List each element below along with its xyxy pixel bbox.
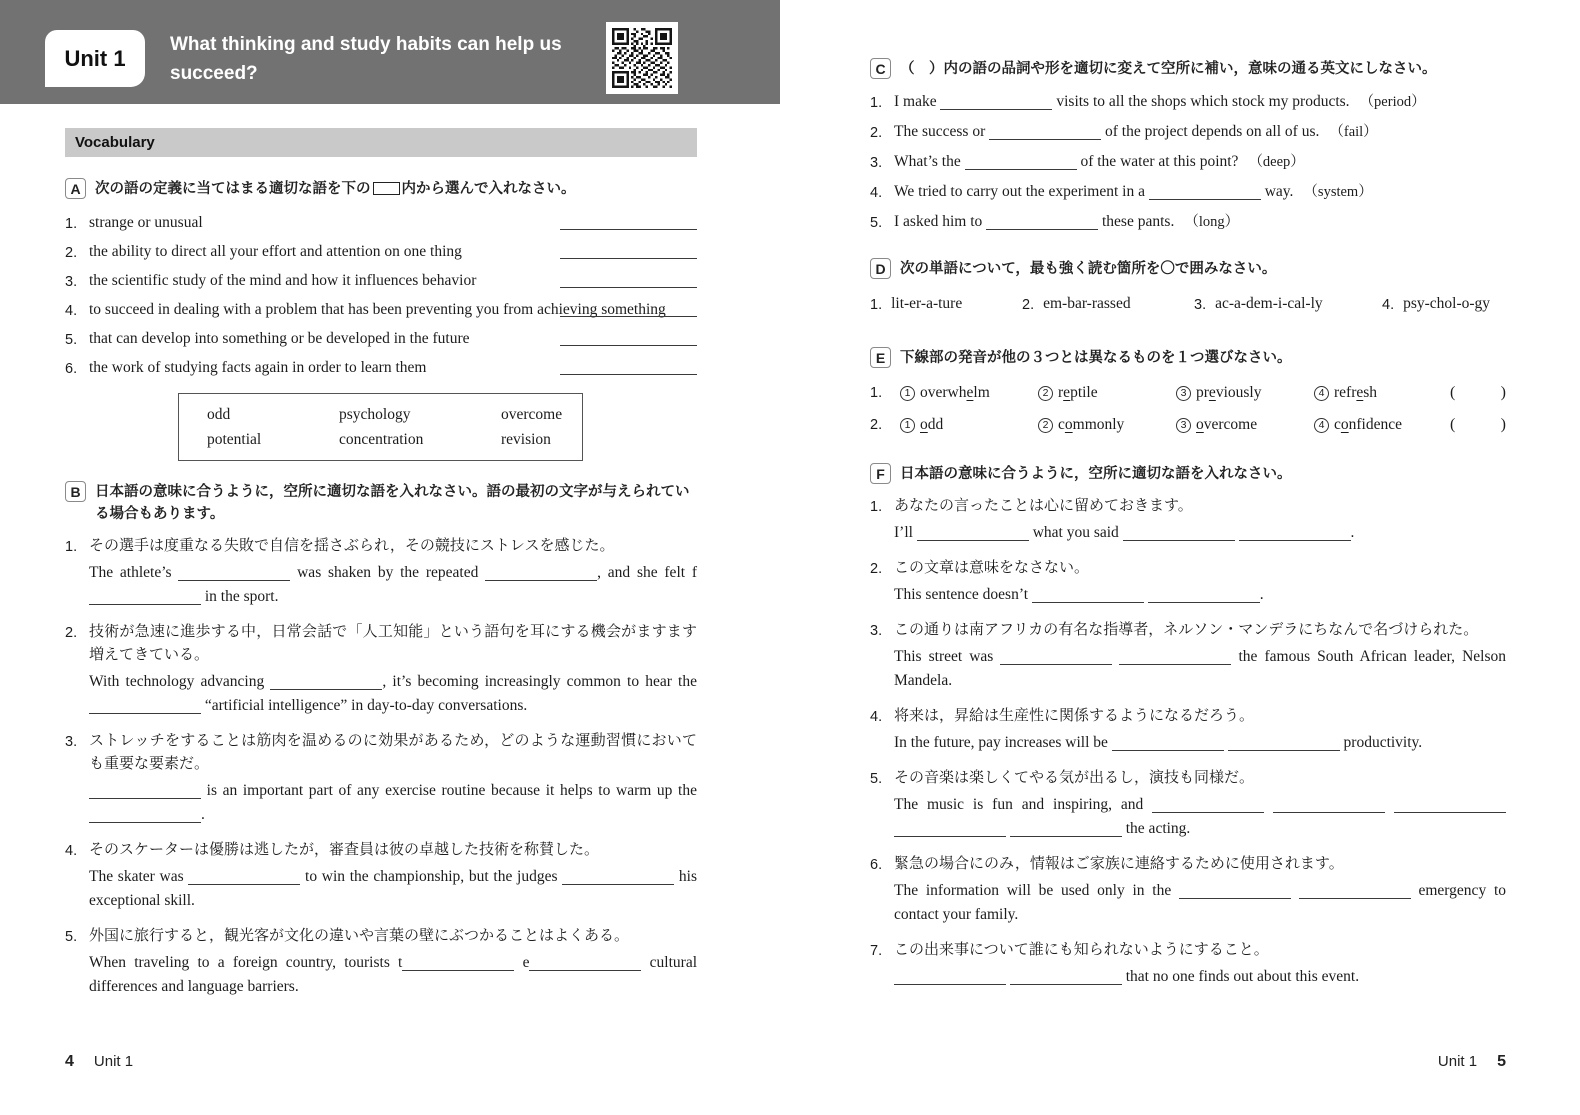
definition-item bbox=[65, 299, 697, 321]
item-number: 3. bbox=[65, 734, 78, 750]
pronunciation-row bbox=[870, 381, 1506, 405]
answer-blank bbox=[1239, 528, 1351, 541]
circled-number: 3 bbox=[1176, 418, 1191, 433]
text-fragment: The athlete’s bbox=[89, 564, 179, 581]
section-c-header bbox=[870, 58, 1506, 80]
answer-blank bbox=[1123, 528, 1235, 541]
item-number: 2. bbox=[65, 625, 78, 641]
definition-text: the ability to direct all your effort and attention on one thing bbox=[89, 243, 462, 260]
word-form-item bbox=[870, 120, 1506, 144]
translation-item bbox=[65, 730, 697, 827]
page-footer-left bbox=[65, 1053, 133, 1071]
definition-item bbox=[65, 241, 697, 263]
section-f-label: F bbox=[870, 463, 891, 484]
english-sentence bbox=[894, 583, 1506, 607]
word-hint: （fail） bbox=[1329, 124, 1378, 140]
pronunciation-option bbox=[1176, 381, 1314, 405]
item-number: 7. bbox=[870, 943, 883, 959]
page-footer-right bbox=[1438, 1053, 1506, 1071]
answer-blank bbox=[560, 229, 697, 230]
answer-blank bbox=[940, 97, 1052, 110]
answer-parentheses: ( ) bbox=[1450, 384, 1506, 401]
option-word: previously bbox=[1196, 384, 1262, 401]
japanese-row bbox=[870, 705, 1506, 728]
item-number: 4. bbox=[870, 185, 883, 201]
pronunciation-option bbox=[1038, 381, 1176, 405]
definition-item bbox=[65, 270, 697, 292]
option-word: refresh bbox=[1334, 384, 1378, 401]
stress-word-item bbox=[1382, 292, 1506, 317]
answer-blank bbox=[560, 345, 697, 346]
stress-word-item bbox=[1022, 292, 1194, 317]
syllable-word: em-bar-rassed bbox=[1043, 295, 1131, 312]
japanese-sentence: この文章は意味をなさない。 bbox=[894, 560, 1090, 576]
text-fragment: The music is fun and inspiring, and bbox=[894, 796, 1153, 813]
item-number: 5. bbox=[870, 215, 883, 231]
unit-number-badge bbox=[45, 30, 145, 87]
japanese-row bbox=[65, 925, 697, 948]
page-number: 4 bbox=[65, 1053, 74, 1070]
answer-blank bbox=[989, 127, 1101, 140]
text-fragment: to win the championship, but the judges bbox=[300, 868, 563, 885]
text-fragment bbox=[1112, 648, 1119, 665]
answer-blank bbox=[1000, 652, 1112, 665]
answer-blank bbox=[560, 287, 697, 288]
english-sentence bbox=[894, 793, 1506, 841]
section-a-header bbox=[65, 178, 697, 200]
translation-item bbox=[870, 705, 1506, 755]
item-number: 6. bbox=[65, 361, 78, 377]
item-number: 1. bbox=[870, 499, 883, 515]
text-fragment: way. bbox=[1260, 183, 1294, 200]
answer-blank bbox=[178, 568, 290, 581]
text-fragment: The skater was bbox=[89, 868, 189, 885]
japanese-sentence: 緊急の場合にのみ，情報はご家族に連絡するために使用されます。 bbox=[894, 856, 1344, 872]
japanese-sentence: 将来は，昇給は生産性に関係するようになるだろう。 bbox=[894, 708, 1255, 724]
text-fragment: is an important part of any exercise routine because it helps to warm up the bbox=[201, 782, 697, 799]
text-fragment: . bbox=[1259, 586, 1264, 603]
text-fragment: In the future, pay increases will be bbox=[894, 734, 1112, 751]
item-number: 2. bbox=[870, 561, 883, 577]
japanese-sentence: この通りは南アフリカの有名な指導者，ネルソン・マンデラにちなんで名づけられた。 bbox=[894, 622, 1479, 638]
section-d bbox=[870, 258, 1506, 317]
option-word: reptile bbox=[1058, 384, 1098, 401]
section-d-label: D bbox=[870, 258, 891, 279]
answer-blank bbox=[89, 786, 201, 799]
text-fragment: , it’s becoming increasingly common to hear the bbox=[382, 673, 697, 690]
translation-item bbox=[870, 557, 1506, 607]
japanese-sentence: あなたの言ったことは心に留めておきます。 bbox=[894, 498, 1193, 514]
answer-blank bbox=[1152, 800, 1264, 813]
english-sentence bbox=[89, 779, 697, 827]
text-fragment: the famous South African leader, Nelson Mandela. bbox=[894, 648, 1507, 689]
word-bank-box bbox=[178, 393, 583, 461]
circled-number: 3 bbox=[1176, 386, 1191, 401]
section-c-instruction: （ ）内の語の品詞や形を適切に変えて空所に補い，意味の通る英文にしなさい。 bbox=[900, 61, 1437, 77]
definition-item bbox=[65, 357, 697, 379]
text-fragment: “artificial intelligence” in day-to-day conversations. bbox=[201, 697, 528, 714]
word-hint: （deep） bbox=[1248, 154, 1305, 170]
qr-code-pattern bbox=[612, 28, 672, 88]
underlined-letter: o bbox=[1064, 416, 1073, 433]
text-fragment: in the sport. bbox=[201, 588, 279, 605]
text-fragment: This street was bbox=[894, 648, 1001, 665]
answer-blank bbox=[917, 528, 1029, 541]
word-form-item bbox=[870, 210, 1506, 234]
translation-item bbox=[870, 495, 1506, 545]
stress-word-row bbox=[870, 292, 1506, 317]
japanese-row bbox=[65, 839, 697, 862]
definition-item bbox=[65, 212, 697, 234]
word-form-item bbox=[870, 150, 1506, 174]
word-bank-item: odd bbox=[207, 406, 231, 423]
underlined-letter: o bbox=[1340, 416, 1349, 433]
answer-blank bbox=[1112, 738, 1224, 751]
japanese-row bbox=[65, 535, 697, 558]
section-e-label: E bbox=[870, 347, 891, 368]
text-fragment: these pants. bbox=[1098, 213, 1175, 230]
answer-blank bbox=[1010, 824, 1122, 837]
section-f-header bbox=[870, 463, 1506, 485]
word-hint: （long） bbox=[1184, 214, 1240, 230]
answer-blank bbox=[1010, 972, 1122, 985]
translation-item bbox=[65, 621, 697, 718]
qr-code bbox=[606, 22, 678, 94]
answer-blank bbox=[529, 958, 641, 971]
translation-item bbox=[65, 925, 697, 999]
word-bank-item: revision bbox=[501, 431, 551, 448]
underlined-letter: e bbox=[1208, 384, 1216, 401]
text-fragment: I’ll bbox=[894, 524, 917, 541]
text-fragment: , and she felt f bbox=[597, 564, 698, 581]
text-fragment: With technology advancing bbox=[89, 673, 271, 690]
option-word: overwhelm bbox=[920, 384, 990, 401]
word-form-item bbox=[870, 90, 1506, 114]
unit-header-band bbox=[0, 0, 780, 104]
answer-blank bbox=[1148, 590, 1260, 603]
page-left bbox=[65, 178, 697, 1011]
item-number: 5. bbox=[870, 771, 883, 787]
circled-number: 1 bbox=[900, 386, 915, 401]
item-number: 6. bbox=[870, 857, 883, 873]
text-fragment bbox=[1385, 796, 1394, 813]
item-number: 1. bbox=[870, 297, 883, 313]
answer-blank bbox=[894, 824, 1006, 837]
vocabulary-label: Vocabulary bbox=[75, 134, 155, 151]
answer-blank bbox=[965, 157, 1077, 170]
instruction-text: 次の語の定義に当てはまる適切な語を下の bbox=[95, 181, 371, 197]
text-fragment: . bbox=[1350, 524, 1355, 541]
answer-blank bbox=[986, 217, 1098, 230]
text-fragment: We tried to carry out the experiment in a bbox=[894, 183, 1149, 200]
answer-blank bbox=[560, 374, 697, 375]
stress-word-item bbox=[1194, 292, 1382, 317]
english-sentence bbox=[89, 865, 697, 913]
item-number: 4. bbox=[65, 303, 78, 319]
item-number: 4. bbox=[870, 709, 883, 725]
translation-item bbox=[870, 939, 1506, 989]
answer-blank bbox=[560, 316, 697, 317]
english-sentence bbox=[894, 965, 1506, 989]
text-fragment: emergency to contact your family. bbox=[894, 882, 1506, 923]
item-number: 2. bbox=[870, 417, 883, 433]
answer-parentheses: ( ) bbox=[1450, 416, 1506, 433]
word-bank-item: overcome bbox=[501, 406, 563, 423]
section-a-instruction bbox=[95, 178, 697, 200]
text-fragment: of the water at this point? bbox=[1076, 153, 1239, 170]
item-number: 5. bbox=[65, 332, 78, 348]
section-c-label: C bbox=[870, 58, 891, 79]
answer-blank bbox=[1149, 187, 1261, 200]
text-fragment: that no one finds out about this event. bbox=[1121, 968, 1360, 985]
circled-number: 4 bbox=[1314, 418, 1329, 433]
text-fragment: the acting. bbox=[1121, 820, 1191, 837]
text-fragment: e bbox=[514, 954, 530, 971]
pronunciation-row bbox=[870, 413, 1506, 437]
japanese-row bbox=[870, 939, 1506, 962]
english-sentence bbox=[89, 951, 697, 999]
instruction-text: 内から選んで入れなさい。 bbox=[401, 181, 576, 197]
underlined-letter: o bbox=[920, 416, 928, 433]
text-fragment bbox=[1291, 882, 1299, 899]
definition-item bbox=[65, 328, 697, 350]
answer-blank bbox=[89, 810, 201, 823]
translation-item bbox=[870, 767, 1506, 841]
word-bank-item: concentration bbox=[339, 431, 424, 448]
japanese-sentence: その選手は度重なる失敗で自信を揺さぶられ，その競技にストレスを感じた。 bbox=[89, 538, 615, 554]
pronunciation-option bbox=[900, 413, 1038, 437]
section-b-header bbox=[65, 481, 697, 525]
syllable-word: lit-er-a-ture bbox=[891, 295, 963, 312]
answer-blank bbox=[1273, 800, 1385, 813]
section-c bbox=[870, 58, 1506, 234]
text-fragment: productivity. bbox=[1339, 734, 1423, 751]
answer-blank bbox=[188, 872, 300, 885]
answer-blank bbox=[1228, 738, 1340, 751]
answer-blank bbox=[1119, 652, 1231, 665]
text-fragment: This sentence doesn’t bbox=[894, 586, 1032, 603]
item-number: 3. bbox=[65, 274, 78, 290]
text-fragment: of the project depends on all of us. bbox=[1101, 123, 1320, 140]
item-number: 4. bbox=[1382, 297, 1395, 313]
text-fragment: his exceptional skill. bbox=[89, 868, 697, 909]
stress-word-item bbox=[870, 292, 1022, 317]
japanese-row bbox=[65, 621, 697, 667]
pronunciation-option bbox=[900, 381, 1038, 405]
syllable-word: ac-a-dem-i-cal-ly bbox=[1215, 295, 1323, 312]
text-fragment: I asked him to bbox=[894, 213, 987, 230]
english-sentence bbox=[89, 670, 697, 718]
answer-blank bbox=[89, 592, 201, 605]
japanese-row bbox=[65, 730, 697, 776]
section-d-instruction: 次の単語について，最も強く読む箇所を〇で囲みなさい。 bbox=[900, 261, 1277, 277]
word-bank-item: potential bbox=[207, 431, 262, 448]
item-number: 1. bbox=[870, 95, 883, 111]
answer-blank bbox=[89, 701, 201, 714]
section-a-label: A bbox=[65, 178, 86, 199]
text-fragment: What’s the bbox=[894, 153, 965, 170]
section-e-instruction: 下線部の発音が他の３つとは異なるものを１つ選びなさい。 bbox=[900, 350, 1292, 366]
unit-title: What thinking and study habits can help us succeed? bbox=[170, 34, 562, 84]
text-fragment: The success or bbox=[894, 123, 990, 140]
answer-blank bbox=[485, 568, 597, 581]
item-number: 3. bbox=[870, 155, 883, 171]
japanese-sentence: ストレッチをすることは筋肉を温めるのに効果があるため，どのような運動習慣においても重要な要素だ。 bbox=[89, 733, 697, 772]
syllable-word: psy-chol-o-gy bbox=[1403, 295, 1491, 312]
wordbox-glyph bbox=[373, 182, 400, 195]
japanese-sentence: その音楽は楽しくてやる気が出るし，演技も同様だ。 bbox=[894, 770, 1255, 786]
item-number: 2. bbox=[65, 245, 78, 261]
text-fragment: was shaken by the repeated bbox=[290, 564, 486, 581]
text-fragment: I make bbox=[894, 93, 941, 110]
text-fragment: . bbox=[201, 806, 205, 823]
circled-number: 2 bbox=[1038, 418, 1053, 433]
pronunciation-option bbox=[1314, 381, 1377, 405]
definition-text: that can develop into something or be developed in the future bbox=[89, 330, 470, 347]
definition-text: the work of studying facts again in order to learn them bbox=[89, 359, 427, 376]
english-sentence bbox=[894, 731, 1506, 755]
japanese-row bbox=[870, 495, 1506, 518]
answer-blank bbox=[1179, 886, 1291, 899]
item-number: 1. bbox=[65, 539, 78, 555]
english-sentence bbox=[89, 561, 697, 609]
answer-blank bbox=[270, 677, 382, 690]
item-number: 3. bbox=[870, 623, 883, 639]
item-number: 5. bbox=[65, 929, 78, 945]
item-number: 1. bbox=[65, 216, 78, 232]
circled-number: 1 bbox=[900, 418, 915, 433]
text-fragment: The information will be used only in the bbox=[894, 882, 1179, 899]
answer-blank bbox=[562, 872, 674, 885]
footer-unit-label: Unit 1 bbox=[1437, 1053, 1478, 1070]
answer-blank bbox=[894, 972, 1006, 985]
answer-blank bbox=[560, 258, 697, 259]
footer-unit-label: Unit 1 bbox=[93, 1053, 134, 1070]
underlined-letter: e bbox=[1063, 384, 1071, 401]
item-number: 2. bbox=[870, 125, 883, 141]
english-sentence bbox=[894, 521, 1506, 545]
answer-blank bbox=[1032, 590, 1144, 603]
section-f-instruction: 日本語の意味に合うように，空所に適切な語を入れなさい。 bbox=[900, 466, 1292, 482]
item-number: 1. bbox=[870, 385, 883, 401]
word-bank-item: psychology bbox=[339, 406, 411, 423]
pronunciation-option bbox=[1176, 413, 1314, 437]
japanese-row bbox=[870, 853, 1506, 876]
japanese-row bbox=[870, 619, 1506, 642]
page-right bbox=[870, 58, 1506, 1001]
underlined-letter: o bbox=[1196, 416, 1204, 433]
text-fragment bbox=[1264, 796, 1273, 813]
item-number: 3. bbox=[1194, 297, 1207, 313]
answer-blank bbox=[1299, 886, 1411, 899]
item-number: 4. bbox=[65, 843, 78, 859]
section-d-header bbox=[870, 258, 1506, 280]
japanese-sentence: 外国に旅行すると，観光客が文化の違いや言葉の壁にぶつかることはよくある。 bbox=[89, 928, 630, 944]
unit-number-label: Unit 1 bbox=[64, 45, 126, 71]
japanese-row bbox=[870, 767, 1506, 790]
section-e-header bbox=[870, 347, 1506, 369]
vocabulary-section-bar bbox=[65, 128, 697, 157]
text-fragment: When traveling to a foreign country, tourists t bbox=[89, 954, 403, 971]
translation-item bbox=[870, 619, 1506, 693]
word-hint: （system） bbox=[1303, 184, 1373, 200]
circled-number: 2 bbox=[1038, 386, 1053, 401]
definition-text: the scientific study of the mind and how it influences behavior bbox=[89, 272, 477, 289]
answer-blank bbox=[402, 958, 514, 971]
definition-text: to succeed in dealing with a problem that has been preventing you from achieving something bbox=[89, 301, 666, 318]
item-number: 2. bbox=[1022, 297, 1035, 313]
option-word: odd bbox=[920, 416, 944, 433]
page-number: 5 bbox=[1497, 1053, 1506, 1070]
text-fragment: cultural differences and language barriers. bbox=[89, 954, 698, 995]
underlined-letter: e bbox=[966, 384, 974, 401]
pronunciation-option bbox=[1038, 413, 1176, 437]
definition-text: strange or unusual bbox=[89, 214, 203, 231]
word-form-item bbox=[870, 180, 1506, 204]
option-word: commonly bbox=[1058, 416, 1125, 433]
option-word: confidence bbox=[1334, 416, 1402, 433]
english-sentence bbox=[894, 879, 1506, 927]
text-fragment: visits to all the shops which stock my products. bbox=[1052, 93, 1350, 110]
english-sentence bbox=[894, 645, 1506, 693]
section-b-label: B bbox=[65, 481, 86, 502]
japanese-sentence: そのスケーターは優勝は逃したが，審査員は彼の卓越した技術を称賛した。 bbox=[89, 842, 600, 858]
circled-number: 4 bbox=[1314, 386, 1329, 401]
translation-item bbox=[870, 853, 1506, 927]
japanese-row bbox=[870, 557, 1506, 580]
translation-item bbox=[65, 839, 697, 913]
option-word: overcome bbox=[1196, 416, 1258, 433]
section-b-instruction: 日本語の意味に合うように，空所に適切な語を入れなさい。語の最初の文字が与えられている場合もあります。 bbox=[95, 484, 690, 522]
section-f bbox=[870, 463, 1506, 989]
japanese-sentence: この出来事について誰にも知られないようにすること。 bbox=[894, 942, 1269, 958]
japanese-sentence: 技術が急速に進歩する中，日常会話で「人工知能」という語句を耳にする機会がますます増えてきている。 bbox=[89, 624, 697, 663]
translation-item bbox=[65, 535, 697, 609]
answer-blank bbox=[1394, 800, 1506, 813]
underlined-letter: e bbox=[1356, 384, 1364, 401]
section-e bbox=[870, 347, 1506, 437]
pronunciation-option bbox=[1314, 413, 1402, 437]
word-hint: （period） bbox=[1359, 94, 1426, 110]
text-fragment: what you said bbox=[1028, 524, 1123, 541]
